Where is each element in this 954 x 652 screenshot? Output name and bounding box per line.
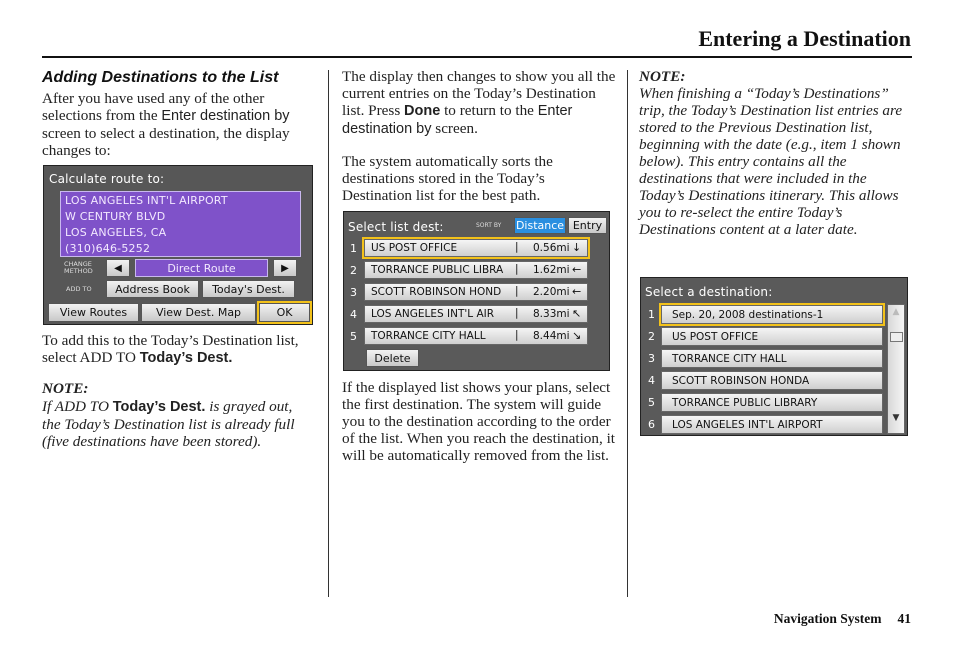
title-rule bbox=[42, 56, 912, 58]
dest-name: TORRANCE PUBLIC LIBRA bbox=[371, 264, 504, 276]
paragraph-plans: If the displayed list shows your plans, select the first destination. The system will guide you to the destination according to the order of the list. When you reach the destination, it will be automatically removed from the list. bbox=[342, 379, 616, 464]
scrollbar[interactable] bbox=[887, 304, 905, 434]
list-item[interactable] bbox=[661, 327, 883, 346]
page-footer bbox=[774, 611, 911, 627]
sort-entry-button[interactable]: Entry bbox=[568, 217, 607, 234]
direction-arrow-icon: ↘ bbox=[572, 329, 582, 342]
paragraph-add-to: To add this to the Today’s Destination list, select ADD TO Today’s Dest. bbox=[42, 332, 299, 366]
address-panel bbox=[60, 191, 301, 257]
dest-name: US POST OFFICE bbox=[371, 242, 458, 254]
dest-name: TORRANCE CITY HALL bbox=[371, 330, 486, 342]
dest-distance: 8.33mi bbox=[533, 308, 570, 320]
paragraph-sorts: The system automatically sorts the destinations stored in the Today’s Destination list for the best path. bbox=[342, 153, 553, 204]
note-label-2: NOTE: bbox=[639, 68, 686, 85]
dest-name: LOS ANGELES INT'L AIR bbox=[371, 308, 495, 320]
dest-name: SCOTT ROBINSON HOND bbox=[371, 286, 502, 298]
column-divider-1 bbox=[328, 70, 329, 597]
row-number: 2 bbox=[350, 264, 357, 277]
address-line: LOS ANGELES INT'L AIRPORT bbox=[65, 194, 228, 207]
select-list-dest-screen bbox=[343, 211, 610, 371]
paragraph-intro: After you have used any of the other selections from the Enter destination by screen to select a destination, the display changes to: bbox=[42, 90, 290, 159]
separator: | bbox=[515, 241, 519, 253]
paragraph-display: The display then changes to show you all the current entries on the Today’s Destination list. Press Done to return to the Enter destination by screen. bbox=[342, 68, 616, 137]
change-method-label: CHANGE METHOD bbox=[64, 260, 93, 275]
page-title: Entering a Destination bbox=[698, 26, 911, 51]
note-label: NOTE: bbox=[42, 380, 89, 397]
row-number: 2 bbox=[648, 330, 655, 343]
note-body: If ADD TO Today’s Dest. is grayed out, the Today’s Destination list is already full (five destinations have been stored). bbox=[42, 398, 295, 450]
list-item[interactable] bbox=[661, 415, 883, 434]
separator: | bbox=[515, 329, 519, 341]
row-number: 4 bbox=[648, 374, 655, 387]
direction-arrow-icon: ↓ bbox=[572, 241, 582, 254]
list-item[interactable] bbox=[364, 261, 588, 279]
dest-distance: 2.20mi bbox=[533, 286, 570, 298]
left-arrow-icon: ◀ bbox=[114, 262, 122, 274]
view-routes-button[interactable]: View Routes bbox=[48, 303, 139, 322]
scroll-up-icon[interactable]: ▲ bbox=[892, 307, 900, 317]
dest-name: SCOTT ROBINSON HONDA bbox=[672, 375, 810, 387]
scroll-thumb[interactable] bbox=[890, 332, 903, 342]
list-item[interactable] bbox=[661, 349, 883, 368]
method-prev-button[interactable] bbox=[106, 259, 130, 277]
separator: | bbox=[515, 285, 519, 297]
screen-title: Select list dest: bbox=[348, 220, 444, 234]
direction-arrow-icon: ↖ bbox=[572, 307, 582, 320]
add-to-label: ADD TO bbox=[66, 285, 92, 293]
footer-section: Navigation System bbox=[773, 611, 882, 626]
row-number: 6 bbox=[648, 418, 655, 431]
right-arrow-icon: ▶ bbox=[281, 262, 289, 274]
select-destination-screen bbox=[640, 277, 908, 436]
list-item[interactable] bbox=[661, 305, 883, 324]
row-number: 4 bbox=[350, 308, 357, 321]
view-dest-map-button[interactable]: View Dest. Map bbox=[141, 303, 256, 322]
address-line: W CENTURY BLVD bbox=[65, 210, 166, 223]
separator: | bbox=[515, 307, 519, 319]
dest-name: Sep. 20, 2008 destinations-1 bbox=[672, 309, 824, 321]
route-method-selector[interactable]: Direct Route bbox=[135, 259, 268, 277]
list-item[interactable] bbox=[364, 283, 588, 301]
separator: | bbox=[515, 263, 519, 275]
dest-name: LOS ANGELES INT'L AIRPORT bbox=[672, 419, 823, 431]
todays-dest-button[interactable]: Today's Dest. bbox=[202, 280, 295, 298]
note-body-2: When finishing a “Today’s Destinations” trip, the Today’s Destination list entries are stored to the Previous Destination list, beginning with the date (e.g., item 1 shown below). This entry contains all the destinations that were included in the Today’s Destinations itinerary. This allows you to re-select the entire Today’s Destinations content at a later date. bbox=[639, 85, 903, 238]
row-number: 5 bbox=[648, 396, 655, 409]
column-divider-2 bbox=[627, 70, 628, 597]
dest-distance: 8.44mi bbox=[533, 330, 570, 342]
dest-name: TORRANCE PUBLIC LIBRARY bbox=[672, 397, 818, 409]
screen-title: Select a destination: bbox=[645, 285, 773, 299]
sort-distance-button[interactable]: Distance bbox=[515, 219, 565, 232]
row-number: 3 bbox=[350, 286, 357, 299]
list-item[interactable] bbox=[364, 239, 588, 257]
direction-arrow-icon: ← bbox=[572, 263, 582, 276]
row-number: 1 bbox=[350, 242, 357, 255]
list-item[interactable] bbox=[364, 305, 588, 323]
address-line: LOS ANGELES, CA bbox=[65, 226, 167, 239]
list-item[interactable] bbox=[661, 393, 883, 412]
address-line: (310)646-5252 bbox=[65, 242, 151, 255]
calculate-route-screen bbox=[43, 165, 313, 325]
method-next-button[interactable] bbox=[273, 259, 297, 277]
list-item[interactable] bbox=[364, 327, 588, 345]
row-number: 1 bbox=[648, 308, 655, 321]
dest-name: TORRANCE CITY HALL bbox=[672, 353, 787, 365]
page-number: 41 bbox=[897, 611, 911, 626]
row-number: 3 bbox=[648, 352, 655, 365]
dest-distance: 1.62mi bbox=[533, 264, 570, 276]
column-3 bbox=[639, 68, 911, 238]
sort-by-label: SORT BY bbox=[476, 222, 502, 229]
direction-arrow-icon: ← bbox=[572, 285, 582, 298]
ok-button[interactable]: OK bbox=[259, 303, 310, 322]
row-number: 5 bbox=[350, 330, 357, 343]
dest-name: US POST OFFICE bbox=[672, 331, 759, 343]
screen-title: Calculate route to: bbox=[49, 172, 165, 186]
delete-button[interactable]: Delete bbox=[366, 349, 419, 367]
scroll-down-icon[interactable]: ▼ bbox=[892, 413, 900, 423]
section-heading: Adding Destinations to the List bbox=[42, 69, 279, 86]
list-item[interactable] bbox=[661, 371, 883, 390]
address-book-button[interactable]: Address Book bbox=[106, 280, 199, 298]
dest-distance: 0.56mi bbox=[533, 242, 570, 254]
